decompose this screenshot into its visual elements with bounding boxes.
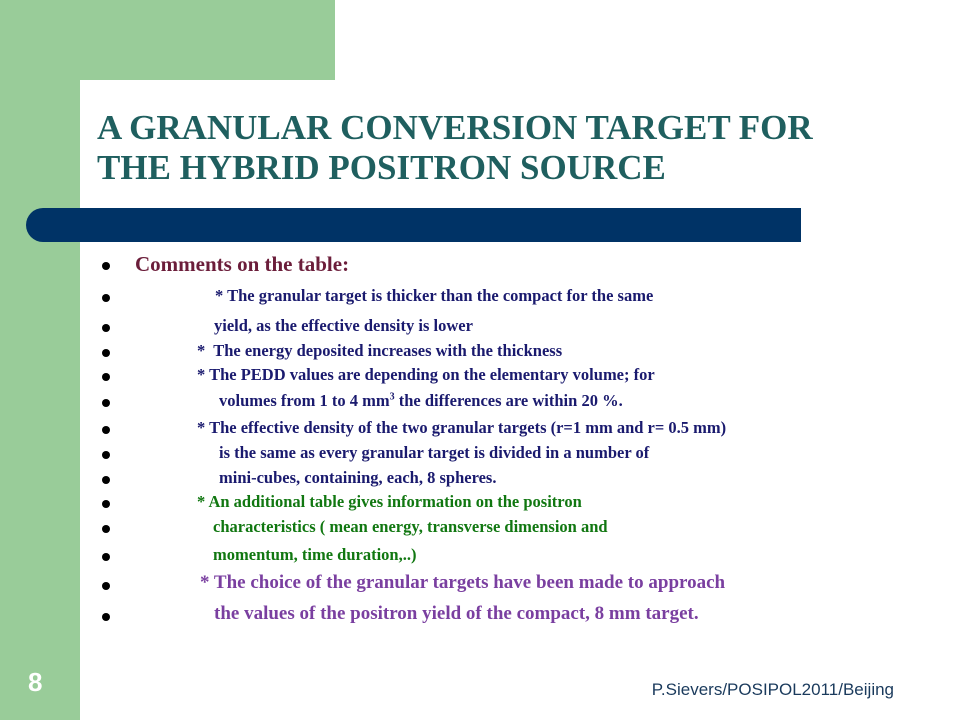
bullet-text-part: the differences are within 20 %. [394, 391, 623, 410]
list-item [0, 543, 960, 567]
list-item [0, 341, 960, 365]
bullet-text: * An additional table gives information on the positron [197, 492, 582, 511]
bullet-dot [102, 525, 110, 533]
bullet-text: * The energy deposited increases with the thickness [197, 341, 563, 360]
bullet-text: * The PEDD values are depending on the elementary volume; for [197, 365, 655, 384]
top-accent-block [0, 0, 335, 80]
list-item [0, 603, 960, 627]
bullet-text: * The effective density of the two granular targets (r=1 mm and r= 0.5 mm) [197, 418, 727, 437]
bullet-dot [102, 324, 110, 332]
bullet-dot [102, 451, 110, 459]
slide-title [97, 108, 917, 188]
bullet-text: the values of the positron yield of the compact, 8 mm target. [214, 603, 699, 624]
bullet-text: * The granular target is thicker than the compact for the same [215, 286, 654, 305]
bullet-text-part: volumes from 1 to 4 mm [219, 391, 390, 410]
bullet-dot [102, 262, 110, 270]
footer-credit: P.Sievers/POSIPOL2011/Beijing [651, 680, 894, 699]
bullet-text: momentum, time duration,..) [213, 545, 417, 564]
bullet-text: mini-cubes, containing, each, 8 spheres. [219, 468, 497, 487]
title-underline-bar [26, 208, 801, 242]
superscript: 3 [389, 391, 395, 403]
page-number: 8 [28, 667, 43, 697]
bullet-text: characteristics ( mean energy, transverse dimension and [213, 517, 608, 536]
bullet-text: yield, as the effective density is lower [214, 316, 473, 335]
bullet-dot [102, 294, 110, 302]
bullet-dot [102, 500, 110, 508]
list-item [0, 492, 960, 516]
bullet-dot [102, 553, 110, 561]
list-item [0, 252, 960, 276]
list-item [0, 365, 960, 389]
title-line-2: THE HYBRID POSITRON SOURCE [97, 148, 666, 187]
bullet-dot [102, 373, 110, 381]
bullet-dot [102, 582, 110, 590]
bullet-dot [102, 399, 110, 407]
list-item [0, 391, 960, 415]
list-item [0, 316, 960, 340]
list-item [0, 468, 960, 492]
bullet-text: * The choice of the granular targets have been made to approach [200, 572, 726, 593]
bullet-text [219, 391, 623, 411]
list-item [0, 443, 960, 467]
list-item [0, 418, 960, 442]
list-item [0, 572, 960, 596]
list-item [0, 517, 960, 541]
bullet-dot [102, 613, 110, 621]
bullet-dot [102, 426, 110, 434]
bullet-dot [102, 476, 110, 484]
title-line-1: A GRANULAR CONVERSION TARGET FOR [97, 108, 813, 147]
bullet-text: is the same as every granular target is divided in a number of [219, 443, 650, 462]
bullet-dot [102, 349, 110, 357]
bullet-text: Comments on the table: [135, 252, 350, 276]
list-item [0, 286, 960, 310]
